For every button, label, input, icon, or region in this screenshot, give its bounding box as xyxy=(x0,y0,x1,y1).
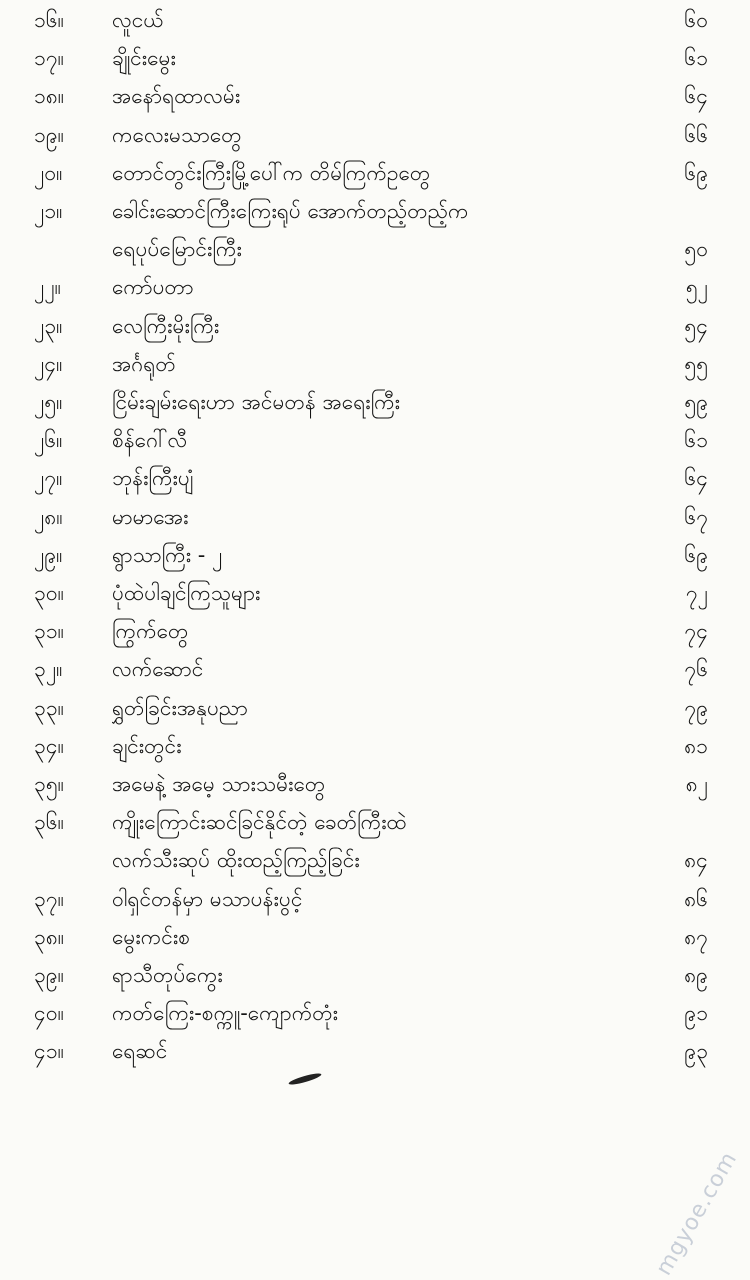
page-number: ၅၂ xyxy=(685,275,708,300)
chapter-number: ၂၂။ xyxy=(34,275,61,300)
toc-row xyxy=(0,308,750,344)
page-number: ၈၇ xyxy=(684,924,708,949)
page-number: ၈၄ xyxy=(684,848,708,873)
toc-row xyxy=(0,690,750,726)
chapter-number: ၂၄။ xyxy=(34,351,63,376)
chapter-title: လက်သီးဆုပ် ထိုးထည့်ကြည့်ခြင်း xyxy=(112,848,360,873)
page-number: ၆၄ xyxy=(684,466,708,491)
page-number: ၅၄ xyxy=(684,313,708,338)
toc-row xyxy=(0,231,750,267)
chapter-title: ရေပုပ်မြောင်းကြီး xyxy=(112,237,242,262)
chapter-title: ကော်ပတာ xyxy=(112,275,194,300)
chapter-title: အနော်ရထာလမ်း xyxy=(112,84,241,109)
toc-row xyxy=(0,613,750,649)
toc-row xyxy=(0,995,750,1031)
page-number: ၆၉ xyxy=(684,542,708,567)
toc-row xyxy=(0,651,750,687)
toc-row xyxy=(0,460,750,496)
chapter-number: ၃၃။ xyxy=(34,695,64,720)
chapter-number: ၂၇။ xyxy=(34,466,63,491)
toc-row xyxy=(0,919,750,955)
chapter-number: ၁၉။ xyxy=(34,122,64,147)
toc-row xyxy=(0,575,750,611)
chapter-title: ရွှတ်ခြင်းအနုပညာ xyxy=(112,695,248,720)
toc-row xyxy=(0,957,750,993)
toc-row xyxy=(0,384,750,420)
chapter-number: ၂၅။ xyxy=(34,390,63,414)
chapter-number: ၂၆။ xyxy=(34,428,63,453)
chapter-title: ချိုင်းမွေး xyxy=(112,46,176,71)
chapter-title: ရာသီတုပ်ကွေး xyxy=(112,963,223,987)
page-number: ၆၉ xyxy=(684,160,708,185)
chapter-title: ဝါရှင်တန်မှာ မသာပန်းပွင့် xyxy=(112,886,303,911)
chapter-number: ၃၅။ xyxy=(34,772,64,796)
chapter-title: ကလေးမသာတွေ xyxy=(112,122,242,147)
page-number: ၉၁ xyxy=(684,1001,708,1026)
chapter-title: တောင်တွင်းကြီးမြို့ပေါ်က တိမ်ကြက်ဥတွေ xyxy=(112,160,431,185)
page-number: ၇၆ xyxy=(684,657,708,682)
chapter-number: ၃၆။ xyxy=(34,810,64,835)
chapter-title: ရေဆင် xyxy=(112,1039,168,1064)
chapter-number: ၃၄။ xyxy=(34,733,64,758)
page-number: ၇၉ xyxy=(684,695,708,720)
toc-row xyxy=(0,881,750,917)
toc-row xyxy=(0,537,750,573)
chapter-number: ၂၁။ xyxy=(34,199,63,223)
chapter-number: ၂၈။ xyxy=(34,504,63,529)
page-number: ၅၀ xyxy=(684,237,708,262)
chapter-title: အင်္ဂရုတ် xyxy=(112,351,176,376)
chapter-title: မွေးကင်းစ xyxy=(112,924,191,949)
chapter-title: လက်ဆောင် xyxy=(112,657,204,682)
chapter-title: လူငယ် xyxy=(112,8,164,32)
toc-row xyxy=(0,1033,750,1069)
chapter-number: ၃၁။ xyxy=(34,619,64,644)
toc-row xyxy=(0,842,750,878)
toc-row xyxy=(0,2,750,38)
chapter-title: ကျိုးကြောင်းဆင်ခြင်နိုင်တဲ့ ခေတ်ကြီးထဲ xyxy=(112,810,407,835)
toc-row xyxy=(0,804,750,840)
page-number: ၈၉ xyxy=(684,963,708,987)
toc-row xyxy=(0,499,750,535)
chapter-title: ကတ်ကြေး-စက္ကူ-ကျောက်တုံး xyxy=(112,1001,339,1026)
page-number: ၅၉ xyxy=(684,390,708,414)
page-number: ၆၄ xyxy=(684,84,708,109)
toc-row xyxy=(0,40,750,76)
page-number: ၈၂ xyxy=(685,772,708,796)
page-number: ၆၇ xyxy=(684,504,708,529)
chapter-title: ချင်းတွင်း xyxy=(112,733,182,758)
chapter-number: ၄၁။ xyxy=(34,1039,64,1064)
chapter-title: ဘုန်းကြီးပျံ xyxy=(112,466,194,491)
toc-row xyxy=(0,422,750,458)
toc-row xyxy=(0,193,750,229)
chapter-number: ၃၉။ xyxy=(34,963,64,987)
toc-row xyxy=(0,155,750,191)
chapter-title: လေကြီးမိုးကြီး xyxy=(112,313,220,338)
chapter-title: ရွာသာကြီး - ၂ xyxy=(112,542,223,567)
page-number: ၈၁ xyxy=(684,733,708,758)
toc-row xyxy=(0,766,750,802)
page-number: ၉၃ xyxy=(684,1039,708,1064)
page-number: ၆၁ xyxy=(684,428,708,453)
chapter-number: ၂၃။ xyxy=(34,313,63,338)
page-number: ၆၀ xyxy=(684,8,708,32)
page-number: ၅၅ xyxy=(684,351,708,376)
chapter-title: စိန်ဂေါ်လီ xyxy=(112,428,188,453)
chapter-title: ပုံထဲပါချင်ကြသူများ xyxy=(112,581,261,605)
toc-row xyxy=(0,728,750,764)
chapter-number: ၃၈။ xyxy=(34,924,65,949)
chapter-title: ခေါင်းဆောင်ကြီးကြေးရုပ် အောက်တည့်တည့်က xyxy=(112,199,469,223)
toc-row xyxy=(0,78,750,114)
toc-row xyxy=(0,117,750,153)
watermark: mgyoe.com xyxy=(651,1147,742,1280)
page-number: ၆၁ xyxy=(684,46,708,71)
chapter-number: ၂၀။ xyxy=(34,160,63,185)
chapter-title: အမေနဲ့ အမေ့ သားသမီးတွေ xyxy=(112,772,326,796)
page-number: ၇၄ xyxy=(684,619,708,644)
toc-row xyxy=(0,346,750,382)
chapter-number: ၄၀။ xyxy=(34,1001,64,1026)
toc-row xyxy=(0,269,750,305)
chapter-number: ၂၉။ xyxy=(34,542,63,567)
chapter-number: ၃၂။ xyxy=(34,657,63,682)
chapter-title: ကြွက်တွေ xyxy=(112,619,189,644)
chapter-title: ငြိမ်းချမ်းရေးဟာ အင်မတန် အရေးကြီး xyxy=(112,390,401,414)
page-number: ၆၆ xyxy=(684,122,708,147)
chapter-title: မာမာအေး xyxy=(112,504,189,529)
page-number: ၇၂ xyxy=(685,581,708,605)
chapter-number: ၁၈။ xyxy=(34,84,65,109)
page-number: ၈၆ xyxy=(684,886,708,911)
chapter-number: ၃၀။ xyxy=(34,581,64,605)
chapter-number: ၁၇။ xyxy=(34,46,64,71)
chapter-number: ၁၆။ xyxy=(34,8,64,32)
chapter-number: ၃၇။ xyxy=(34,886,64,911)
